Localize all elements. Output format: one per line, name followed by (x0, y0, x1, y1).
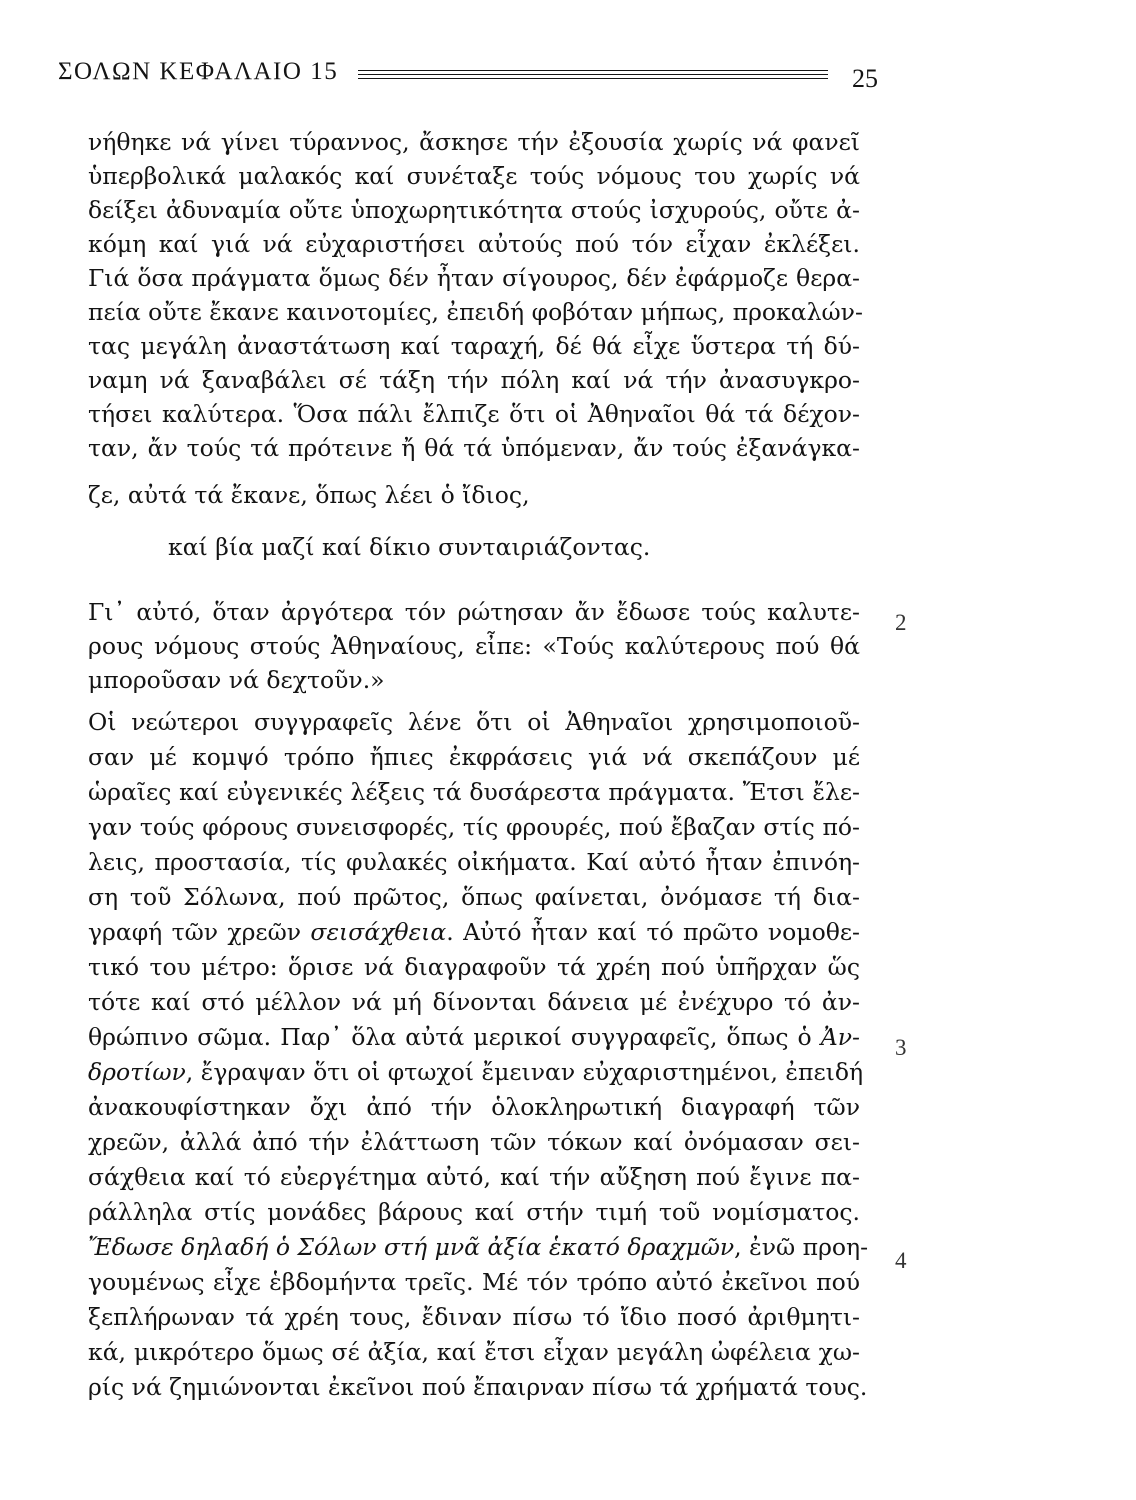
text-line: Οἱ νεώτεροι συγγραφεῖς λένε ὅτι οἱ Ἀθηναῖοι χρησιμοποιοῦ- (88, 708, 860, 736)
text-line: τας μεγάλη ἀναστάτωση καί ταραχή, δέ θά εἶχε ὕστερα τή δύ- (88, 332, 860, 360)
text-run: . Αὐτό ἦταν καί τό πρῶτο νομοθε- (446, 918, 860, 946)
text-line (88, 1020, 860, 1054)
text-line: πεία οὔτε ἔκανε καινοτομίες, ἐπειδή φοβόταν μήπως, προκαλών- (88, 298, 863, 326)
text-line: ξεπλήρωναν τά χρέη τους, ἔδιναν πίσω τό ἴδιο ποσό ἀριθμητι- (88, 1303, 860, 1331)
margin-section-number: 4 (895, 1248, 907, 1273)
text-line: ρίς νά ζημιώνονται ἐκεῖνοι πού ἔπαιρναν πίσω τά χρήματά τους. (88, 1373, 868, 1401)
text-line: δείξει ἀδυναμία οὔτε ὑποχωρητικότητα στούς ἰσχυρούς, οὔτε ἀ- (88, 196, 860, 224)
text-line: κά, μικρότερο ὅμως σέ ἀξία, καί ἔτσι εἶχαν μεγάλη ὠφέλεια χω- (88, 1338, 860, 1366)
text-line (88, 1230, 869, 1264)
text-line (88, 1055, 864, 1089)
running-head: ΣΟΛΩΝ ΚΕΦΑΛΑΙΟ 15 (58, 58, 339, 85)
verse-quote: καί βία μαζί καί δίκιο συνταιριάζοντας. (168, 533, 651, 561)
text-line: Γιά ὅσα πράγματα ὅμως δέν ἦταν σίγουρος, δέν ἐφάρμοζε θερα- (88, 264, 860, 292)
text-line: κόμη καί γιά νά εὐχαριστήσει αὐτούς πού τόν εἶχαν ἐκλέξει. (88, 230, 860, 258)
header-rule (358, 78, 828, 79)
text-line: μποροῦσαν νά δεχτοῦν.» (88, 666, 385, 694)
text-line: ταν, ἄν τούς τά πρότεινε ἤ θά τά ὑπόμεναν, ἄν τούς ἐξανάγκα- (88, 434, 860, 462)
text-line: ράλληλα στίς μονάδες βάρους καί στήν τιμή τοῦ νομίσματος. (88, 1198, 860, 1226)
text-line: ὡραῖες καί εὐγενικές λέξεις τά δυσάρεστα πράγματα. Ἔτσι ἔλε- (88, 778, 860, 806)
text-line (88, 915, 860, 949)
header-rule (358, 70, 828, 71)
text-line: σάχθεια καί τό εὐεργέτημα αὐτό, καί τήν αὔξηση πού ἔγινε πα- (88, 1163, 860, 1191)
text-line: λεις, προστασία, τίς φυλακές οἰκήματα. Καί αὐτό ἦταν ἐπινόη- (88, 848, 860, 876)
text-line: ὑπερβολικά μαλακός καί συνέταξε τούς νόμους του χωρίς νά (88, 162, 860, 190)
margin-section-number: 3 (895, 1035, 907, 1060)
text-line: νήθηκε νά γίνει τύραννος, ἄσκησε τήν ἐξουσία χωρίς νά φανεῖ (88, 128, 860, 156)
text-line: σαν μέ κομψό τρόπο ἤπιες ἐκφράσεις γιά νά σκεπάζουν μέ (88, 743, 860, 771)
italic-name: δροτίων (88, 1058, 186, 1086)
text-run: γραφή τῶν χρεῶν (88, 918, 311, 946)
italic-name: Ἀν- (820, 1023, 860, 1051)
header-rule (358, 74, 828, 75)
text-line: ση τοῦ Σόλωνα, πού πρῶτος, ὅπως φαίνεται, ὀνόμασε τή δια- (88, 883, 860, 911)
text-line: ρους νόμους στούς Ἀθηναίους, εἶπε: «Τούς καλύτερους πού θά (88, 632, 860, 660)
text-line: τότε καί στό μέλλον νά μή δίνονται δάνεια μέ ἐνέχυρο τό ἀν- (88, 988, 860, 1016)
text-line: χρεῶν, ἀλλά ἀπό τήν ἐλάττωση τῶν τόκων καί ὀνόμασαν σει- (88, 1128, 860, 1156)
text-run: , ἔγραψαν ὅτι οἱ φτωχοί ἔμειναν εὐχαριστημένοι, ἐπειδή (185, 1058, 864, 1086)
italic-term: σεισάχθεια (310, 918, 447, 946)
page-header (58, 58, 878, 98)
text-line: ναμη νά ξαναβάλει σέ τάξη τήν πόλη καί νά τήν ἀνασυγκρο- (88, 366, 860, 394)
margin-section-number: 2 (895, 610, 907, 635)
text-line: γουμένως εἶχε ἑβδομήντα τρεῖς. Μέ τόν τρόπο αὐτό ἐκεῖνοι πού (88, 1268, 860, 1296)
page-number: 25 (852, 64, 878, 93)
text-line: ζε, αὐτά τά ἔκανε, ὅπως λέει ὁ ἴδιος, (88, 481, 530, 509)
text-line: ἀνακουφίστηκαν ὄχι ἀπό τήν ὁλοκληρωτική διαγραφή τῶν (88, 1093, 860, 1121)
italic-quote: Ἔδωσε δηλαδή ὁ Σόλων στή μνᾶ ἀξία ἑκατό δραχμῶν (88, 1233, 735, 1261)
text-run: θρώπινο σῶμα. Παρ᾿ ὅλα αὐτά μερικοί συγγραφεῖς, ὅπως ὁ (88, 1023, 821, 1051)
text-run: , ἐνῶ προη- (734, 1233, 869, 1261)
text-line: τήσει καλύτερα. Ὅσα πάλι ἔλπιζε ὅτι οἱ Ἀθηναῖοι θά τά δέχον- (88, 400, 860, 428)
text-line: γαν τούς φόρους συνεισφορές, τίς φρουρές, πού ἔβαζαν στίς πό- (88, 813, 860, 841)
text-line: τικό του μέτρο: ὅρισε νά διαγραφοῦν τά χρέη πού ὑπῆρχαν ὥς (88, 953, 860, 981)
text-line: Γι᾿ αὐτό, ὅταν ἀργότερα τόν ρώτησαν ἄν ἔδωσε τούς καλυτε- (88, 598, 860, 626)
